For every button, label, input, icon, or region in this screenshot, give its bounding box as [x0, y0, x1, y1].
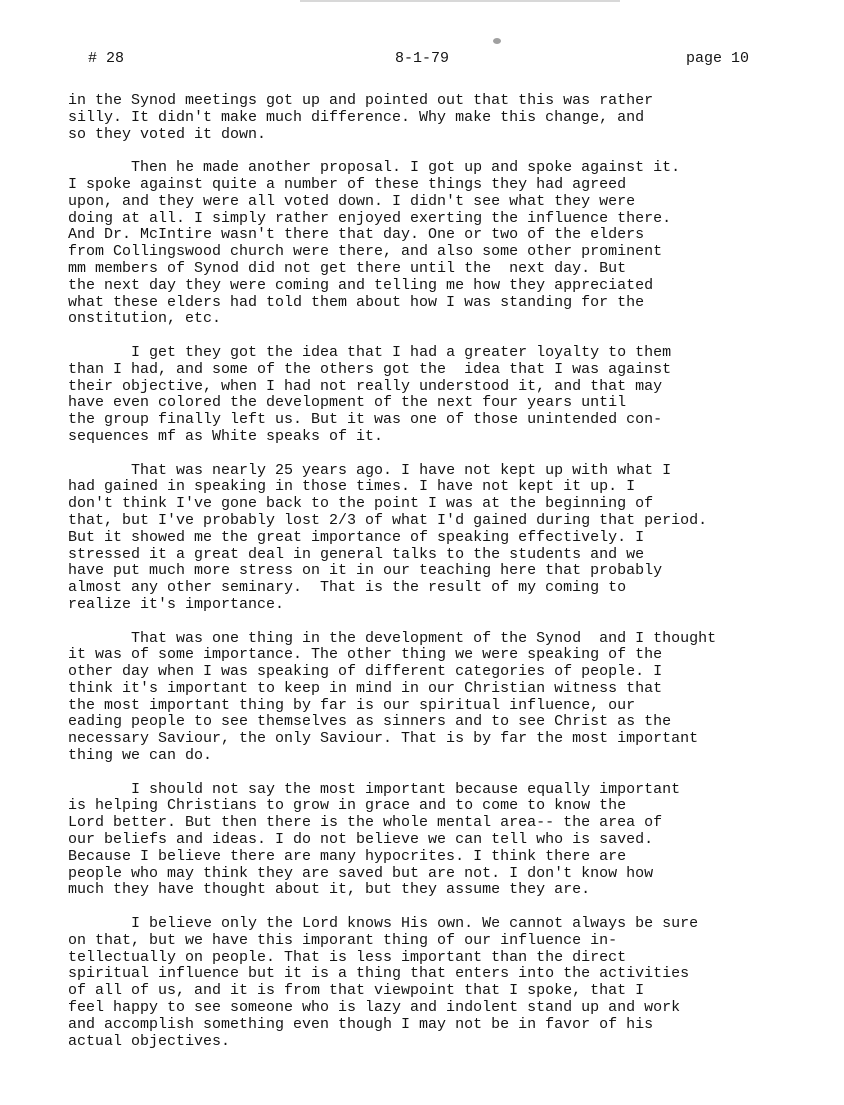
paragraph-2: Then he made another proposal. I got up and spoke against it. I spoke against quite a number of these things they had agreed upon, and they were all voted down. I didn't see what they were doing at all. I simply rather enjoyed exerting the influence there. And Dr. McIntire wasn't there that day. One or two of the elders from Collingswood church were there, and also some other prominent mm members of Synod did not get there until the next day. But the next day they were coming and telling me how they appreciated what these elders had told them about how I was standing for the onstitution, etc.	[68, 159, 681, 328]
paragraph-5: That was one thing in the development of the Synod and I thought it was of some importance. The other thing we were speaking of the other day when I was speaking of different categories of people. I think it's important to keep in mind in our Christian witness that the most important thing by far is our spiritual influence, our eading people to see themselves as sinners and to see Christ as the necessary Saviour, the only Saviour. That is by far the most important thing we can do.	[68, 629, 717, 765]
page-number: page 10	[686, 50, 750, 67]
scan-artifact-speck	[493, 38, 501, 44]
paragraph-6: I should not say the most important because equally important is helping Christians to grow in grace and to come to know the Lord better. But then there is the whole mental area-- the area of our beliefs and ideas. I do not believe we can tell who is saved. Because I believe there are many hypocrites. I think there are people who may think they are saved but are not. I don't know how much they have thought about it, but they assume they are.	[68, 780, 681, 899]
paragraph-1: in the Synod meetings got up and pointed out that this was rather silly. It didn't make much difference. Why make this change, and so they voted it down.	[68, 92, 654, 143]
page-header	[0, 50, 844, 72]
paragraph-7: I believe only the Lord knows His own. We cannot always be sure on that, but we have this imporant thing of our influence in- tellectually on people. That is less important than the direct spiritual influence but it is a thing that enters into the activities of all of us, and it is from that viewpoint that I spoke, that I feel happy to see someone who is lazy and indolent stand up and work and accomplish something even though I may not be in favor of his actual objectives.	[68, 915, 699, 1050]
document-date: 8-1-79	[395, 50, 450, 67]
scan-artifact-line	[300, 0, 620, 2]
paragraph-3: I get they got the idea that I had a greater loyalty to them than I had, and some of the others got the idea that I was against their objective, when I had not really understood it, and that may have even colored the development of the next four years until the group finally left us. But it was one of those unintended con- sequences mf as White speaks of it.	[68, 343, 672, 445]
paragraph-4: That was nearly 25 years ago. I have not kept up with what I had gained in speaking in those times. I have not kept it up. I don't think I've gone back to the point I was at the beginning of that, but I've probably lost 2/3 of what I'd gained during that period. But it showed me the great importance of speaking effectively. I stressed it a great deal in general talks to the students and we have put much more stress on it in our teaching here that probably almost any other seminary. That is the result of my coming to realize it's importance.	[68, 461, 708, 613]
document-number: # 28	[88, 50, 125, 67]
transcript-body	[68, 93, 798, 1067]
